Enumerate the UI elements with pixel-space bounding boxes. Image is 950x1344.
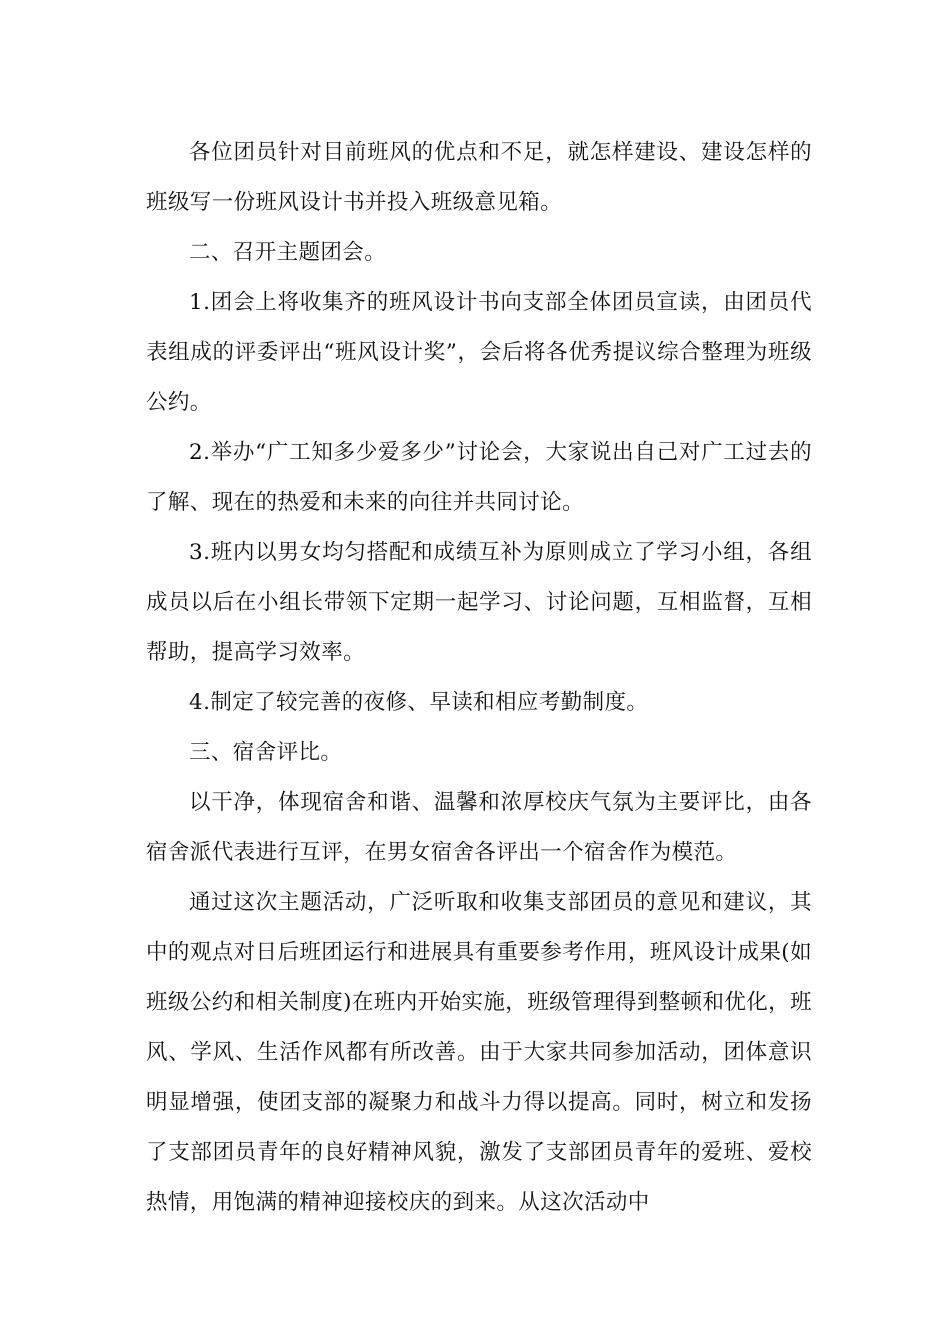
paragraph-item-1: 1.团会上将收集齐的班风设计书向支部全体团员宣读，由团员代表组成的评委评出“班风设计奖”，会后将各优秀提议综合整理为班级公约。 [146,290,812,415]
paragraph-design-book: 各位团员针对目前班风的优点和不足，就怎样建设、建设怎样的班级写一份班风设计书并投入班级意见箱。 [146,140,812,215]
heading-theme-meeting: 二、召开主题团会。 [189,240,387,265]
paragraph-item-4: 4.制定了较完善的夜修、早读和相应考勤制度。 [189,690,649,715]
document-body [146,128,812,1228]
paragraph-item-3: 3.班内以男女均匀搭配和成绩互补为原则成立了学习小组，各组成员以后在小组长带领下定期一起学习、讨论问题，互相监督，互相帮助，提高学习效率。 [146,540,812,665]
paragraph-dorm-criteria: 以干净，体现宿舍和谐、温馨和浓厚校庆气氛为主要评比，由各宿舍派代表进行互评，在男女宿舍各评出一个宿舍作为模范。 [146,790,812,865]
heading-dorm-evaluation: 三、宿舍评比。 [189,740,343,765]
paragraph-summary: 通过这次主题活动，广泛听取和收集支部团员的意见和建议，其中的观点对日后班团运行和进展具有重要参考作用，班风设计成果(如班级公约和相关制度)在班内开始实施，班级管理得到整顿和优化，班风、学风、生活作风都有所改善。由于大家共同参加活动，团体意识明显增强，使团支部的凝聚力和战斗力得以提高。同时，树立和发扬了支部团员青年的良好精神风貌，激发了支部团员青年的爱班、爱校热情，用饱满的精神迎接校庆的到来。从这次活动中 [146,890,812,1215]
paragraph-item-2: 2.举办“广工知多少爱多少”讨论会，大家说出自己对广工过去的了解、现在的热爱和未来的向往并共同讨论。 [146,440,812,515]
